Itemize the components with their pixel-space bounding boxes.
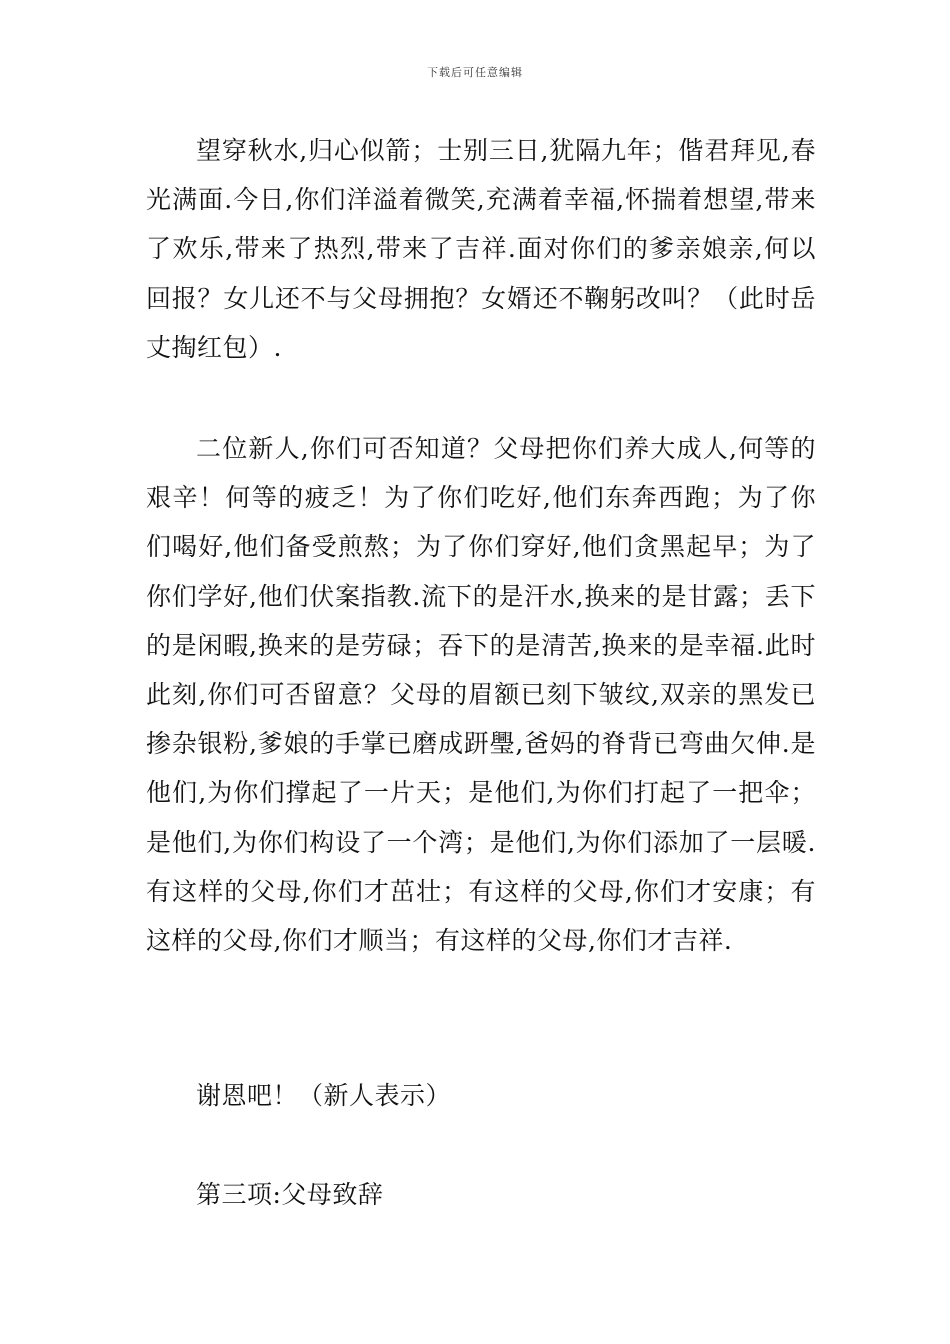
paragraph-thanks: 谢恩吧！（新人表示） [196,1081,452,1110]
paragraph-item-three: 第三项:父母致辞 [196,1180,384,1209]
page-header: 下载后可任意编辑 [427,66,523,79]
paragraph-greeting: 望穿秋水,归心似箭；士别三日,犹隔九年；偕君拜见,春光满面.今日,你们洋溢着微笑,充满着幸福,怀揣着想望,带来了欢乐,带来了热烈,带来了吉祥.面对你们的爹亲娘亲,何以回报？女儿还不与父母拥抱？女婿还不鞠躬改叫？（此时岳丈掏红包）. [146,136,816,362]
paragraph-parents-hardship: 二位新人,你们可否知道？父母把你们养大成人,何等的艰辛！何等的疲乏！为了你们吃好,他们东奔西跑；为了你们喝好,他们备受煎熬；为了你们穿好,他们贪黑起早；为了你们学好,他们伏案指教.流下的是汗水,换来的是甘露；丢下的是闲暇,换来的是劳碌；吞下的是清苦,换来的是幸福.此时此刻,你们可否留意？父母的眉额已刻下皱纹,双亲的黑发已掺杂银粉,爹娘的手掌已磨成趼璺,爸妈的脊背已弯曲欠伸.是他们,为你们撑起了一片天；是他们,为你们打起了一把伞；是他们,为你们构设了一个湾；是他们,为你们添加了一层暖.有这样的父母,你们才茁壮；有这样的父母,你们才安康；有这样的父母,你们才顺当；有这样的父母,你们才吉祥. [146,434,816,956]
